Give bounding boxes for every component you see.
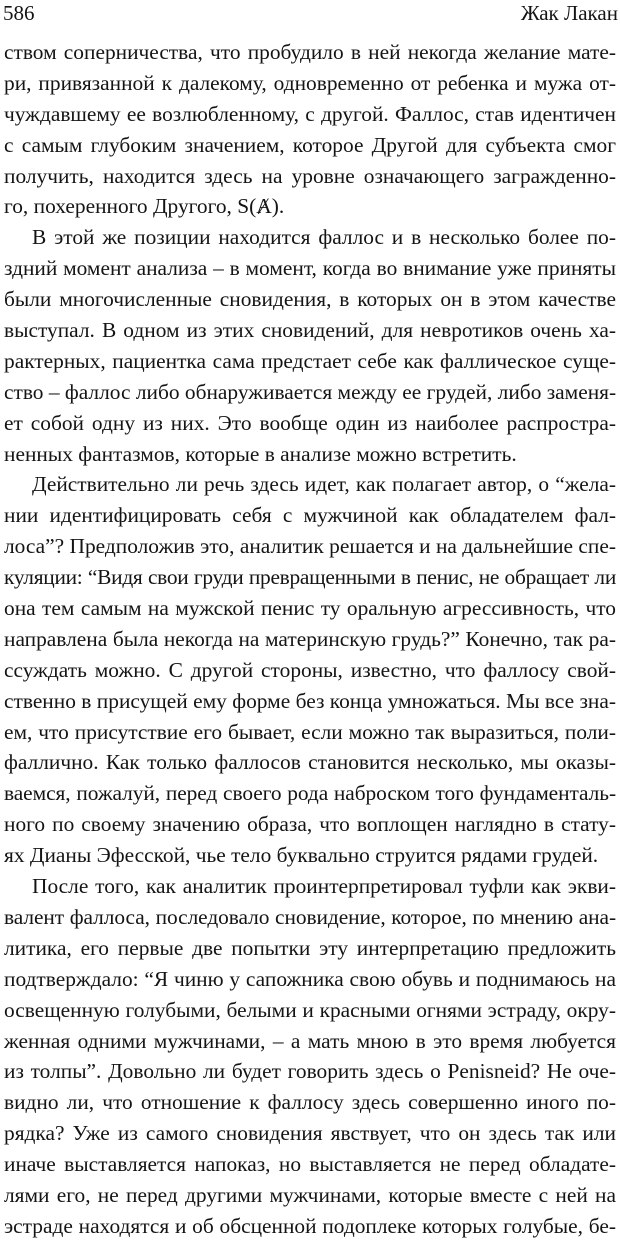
text-line: го, похеренного Другого, S(Ⱥ). [4,194,285,219]
text-line: После того, как аналитик проинтерпретировал туфли как экви- [32,874,616,899]
text-line: рактерных, пациентка сама предстает себе как фаллическое суще- [4,348,616,373]
text-line: подтверждало: “Я чиню у сапожника свою обувь и поднимаюсь на [4,966,616,991]
text-line: В этой же позиции находится фаллос и в несколько более по- [32,225,616,250]
text-line: ем, что присутствие его бывает, если можно так выразиться, поли- [4,719,616,744]
text-line: выступал. В одном из этих сновидений, для невротиков очень ха- [4,318,616,343]
page-number: 586 [3,1,35,25]
text-line: лоса”? Предположив это, аналитик решается и на дальнейшие спе- [4,534,616,559]
text-line: ного по своему значению образа, что воплощен наглядно в стату- [4,812,616,837]
text-line: направлена была некогда на материнскую грудь?” Конечно, так ра- [4,626,616,651]
text-line: иначе выставляется напоказ, но выставляется не перед обладате- [4,1152,616,1177]
text-line: были многочисленные сновидения, в которых он в этом качестве [4,287,616,312]
text-line: из толпы”. Довольно ли будет говорить здесь о Penisneid? Не оче- [4,1059,616,1084]
text-line: получить, находится здесь на уровне означающего загражденно- [4,163,616,188]
text-line: валент фаллоса, последовало сновидение, которое, по мнению ана- [4,904,616,929]
text-line: ственно в присущей ему форме без конца умножаться. Мы все зна- [4,688,616,713]
text-line: ссуждать можно. С другой стороны, известно, что фаллосу свой- [4,657,616,682]
text-line: Действительно ли речь здесь идет, как полагает автор, о “жела- [32,472,616,497]
page-header [0,0,620,30]
text-line: рядка? Уже из самого сновидения явствует, что он здесь так или [4,1121,616,1146]
text-line: ет собой одну из них. Это вообще один из наиболее распростра- [4,410,616,435]
text-line: ством соперничества, что пробудило в ней некогда желание мате- [4,40,616,64]
text-line: ях Дианы Эфесской, чье тело буквально струится рядами грудей. [4,843,599,868]
text-line: лями его, не перед другими мужчинами, которые вместе с ней на [4,1182,616,1207]
text-line: нии идентифицировать себя с мужчиной как обладателем фал- [4,503,616,528]
text-line: ваемся, пожалуй, перед своего рода наброском того фундаменталь- [4,781,616,806]
text-line: ство – фаллос либо обнаруживается между ее грудей, либо заменя- [4,379,617,404]
text-line: ри, привязанной к далекому, одновременно от ребенка и мужа от- [4,70,616,95]
text-line: женная одними мужчинами, – а мать мною в это время любуется [4,1028,616,1053]
text-line: чуждавшему ее возлюбленному, с другой. Фаллос, став идентичен [4,101,616,126]
running-head: Жак Лакан [520,1,618,25]
text-line: она тем самым на мужской пенис ту оральную агрессивность, что [4,596,616,621]
text-line: с самым глубоким значением, которое Другой для субъекта смог [4,132,616,157]
text-line: видно ли, что отношение к фаллосу здесь совершенно иного по- [4,1090,616,1115]
text-line: здний момент анализа – в момент, когда во внимание уже приняты [4,256,616,281]
text-line: литика, его первые две попытки эту интерпретацию предложить [4,935,616,960]
text-line: ненных фантазмов, которые в анализе можно встретить. [4,441,517,466]
body-text [4,37,616,1242]
text-line: эстраде находятся и об обсценной подоплеке которых голубые, бе- [4,1213,616,1238]
text-line: фаллично. Как только фаллосов становится несколько, мы оказы- [4,750,616,775]
text-line: куляции: “Видя свои груди превращенными в пенис, не обращает ли [4,565,616,590]
text-line: освещенную голубыми, белыми и красными огнями эстраду, окру- [4,997,616,1022]
